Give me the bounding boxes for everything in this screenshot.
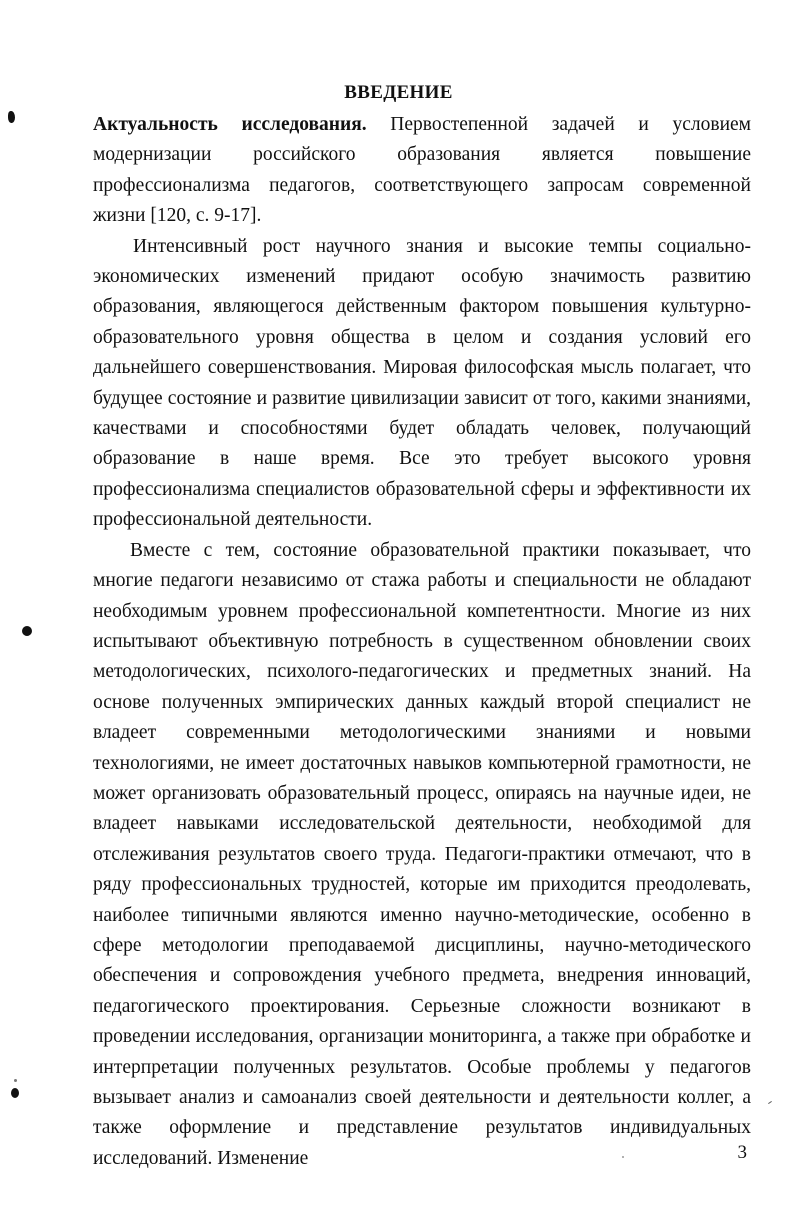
- paragraph-2: Интенсивный рост научного знания и высокие темпы социально-экономических изменений придают особую значимость развитию образования, являющегося действенным фактором повышения культурно- образовательного уровня общества в целом и создания условий его дальнейшего совершенствования. Мировая философская мысль полагает, что будущее состояние и развитие цивилизации зависит от того, какими знаниями, качествами и способностями будет обладать человек, получающий образование в наше время. Все это требует высокого уровня профессионализма специалистов образовательной сферы и эффективности их профессиональной деятельности.: [93, 235, 751, 531]
- scan-speck: [14, 1079, 17, 1082]
- body-text: [93, 110, 751, 1174]
- paragraph-1-text: Первостепенной задачей и условием модернизации российского образования является повышение профессионализма педагогов, соответствующего запросам современной жизни [120, с. 9-17].: [93, 114, 751, 227]
- scan-speck: [11, 1088, 19, 1098]
- paragraph-3: Вместе с тем, состояние образовательной практики показывает, что многие педагоги независимо от стажа работы и специальности не обладают необходимым уровнем профессиональной компетентности. Многие из них испытывают объективную потребность в существенном обновлении своих методологических, психолого-педагогических и предметных знаний. На основе полученных эмпирических данных каждый второй специалист не владеет современными методологическими знаниями и новыми технологиями, не имеет достаточных навыков компьютерной грамотности, не может организовать образовательный процесс, опираясь на научные идеи, не владеет навыками исследовательской деятельности, необходимой для отслеживания результатов своего труда. Педагоги-практики отмечают, что в ряду профессиональных трудностей, которые им приходится преодолевать, наиболее типичными являются именно научно-методические, особенно в сфере методологии преподаваемой дисциплины, научно-методического обеспечения и сопровождения учебного предмета, внедрения инноваций, педагогического проектирования. Серьезные сложности возникают в проведении исследования, организации мониторинга, а также при обработке и интерпретации полученных результатов. Особые проблемы у педагогов вызывает анализ и самоанализ своей деятельности и деятельности коллег, а также оформление и представление результатов индивидуальных исследований. Изменение: [93, 539, 751, 1169]
- page-number: 3: [737, 1142, 747, 1163]
- scan-speck: [22, 626, 32, 636]
- page-title: ВВЕДЕНИЕ: [344, 82, 453, 103]
- lead-phrase: Актуальность исследования.: [93, 114, 367, 135]
- scan-speck: [768, 1101, 772, 1104]
- paragraph-1: [93, 110, 751, 232]
- scan-speck: [8, 111, 15, 123]
